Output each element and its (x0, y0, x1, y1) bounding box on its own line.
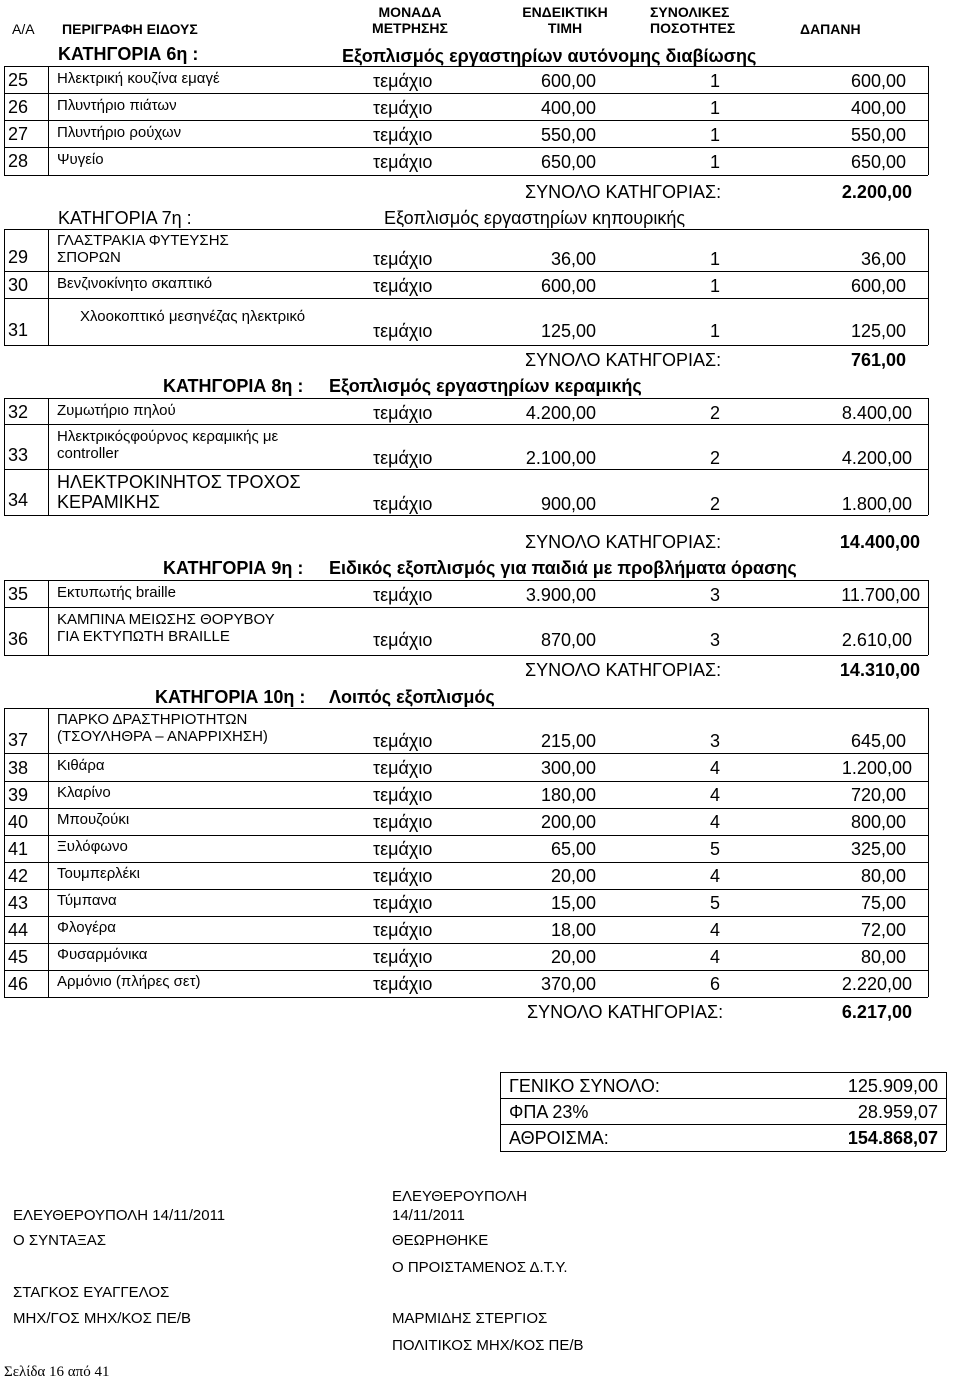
category-9-label: ΚΑΤΗΓΟΡΙΑ 9η : (163, 558, 304, 578)
vat-value: 28.959,07 (857, 1102, 938, 1122)
header-price: ΕΝΔΕΙΚΤΙΚΗ ΤΙΜΗ (522, 4, 608, 36)
category-8-label: ΚΑΤΗΓΟΡΙΑ 8η : (163, 376, 304, 396)
category-6-sum: 2.200,00 (841, 182, 912, 202)
general-total-value: 125.909,00 (847, 1076, 938, 1096)
footer-right-role: ΘΕΩΡΗΘΗΚΕ (392, 1232, 489, 1249)
category-10-sum: 6.217,00 (841, 1002, 912, 1022)
category-6-title: Εξοπλισμός εργαστηρίων αυτόνομης διαβίωσης (342, 46, 757, 66)
category-6-label: ΚΑΤΗΓΟΡΙΑ 6η : (58, 44, 199, 64)
header-description: ΠΕΡΙΓΡΑΦΗ ΕΙΔΟΥΣ (62, 21, 198, 37)
category-8-sum: 14.400,00 (839, 532, 920, 552)
footer-left-title: ΜΗΧ/ΓΟΣ ΜΗΧ/ΚΟΣ ΠΕ/Β (13, 1310, 192, 1327)
footer-left-name: ΣΤΑΓΚΟΣ ΕΥΑΓΓΕΛΟΣ (13, 1284, 170, 1301)
category-sum-label: ΣΥΝΟΛΟ ΚΑΤΗΓΟΡΙΑΣ: (525, 660, 722, 680)
vat-label: ΦΠΑ 23% (509, 1102, 589, 1122)
footer-right-title: ΠΟΛΙΤΙΚΟΣ ΜΗΧ/ΚΟΣ ΠΕ/Β (392, 1337, 584, 1354)
page-number: Σελίδα 16 από 41 (4, 1364, 110, 1380)
footer-right-date: 14/11/2011 (392, 1207, 465, 1224)
sum-label: ΑΘΡΟΙΣΜΑ: (509, 1128, 609, 1148)
header-cost: ΔΑΠΑΝΗ (800, 21, 861, 37)
category-7-sum: 761,00 (850, 350, 906, 370)
category-8-title: Εξοπλισμός εργαστηρίων κεραμικής (329, 376, 642, 396)
category-10-title: Λοιπός εξοπλισμός (329, 687, 495, 707)
header-quantity: ΣΥΝΟΛΙΚΕΣ ΠΟΣΟΤΗΤΕΣ (650, 4, 736, 36)
general-total-label: ΓΕΝΙΚΟ ΣΥΝΟΛΟ: (509, 1076, 660, 1096)
category-sum-label: ΣΥΝΟΛΟ ΚΑΤΗΓΟΡΙΑΣ: (525, 532, 722, 552)
category-9-sum: 14.310,00 (839, 660, 920, 680)
category-sum-label: ΣΥΝΟΛΟ ΚΑΤΗΓΟΡΙΑΣ: (525, 350, 722, 370)
category-7-title: Εξοπλισμός εργαστηρίων κηπουρικής (384, 208, 686, 228)
category-10-label: ΚΑΤΗΓΟΡΙΑ 10η : (155, 687, 306, 707)
header-aa: Α/Α (12, 21, 35, 37)
footer-right-office: Ο ΠΡΟΙΣΤΑΜΕΝΟΣ Δ.Τ.Υ. (392, 1259, 568, 1276)
category-9-title: Ειδικός εξοπλισμός για παιδιά με προβλήματα όρασης (329, 558, 797, 578)
header-unit: ΜΟΝΑΔΑ ΜΕΤΡΗΣΗΣ (372, 4, 448, 36)
sum-value: 154.868,07 (847, 1128, 938, 1148)
category-sum-label: ΣΥΝΟΛΟ ΚΑΤΗΓΟΡΙΑΣ: (527, 1002, 724, 1022)
footer-left-role: Ο ΣΥΝΤΑΞΑΣ (13, 1232, 107, 1249)
category-7-label: ΚΑΤΗΓΟΡΙΑ 7η : (58, 208, 192, 228)
category-sum-label: ΣΥΝΟΛΟ ΚΑΤΗΓΟΡΙΑΣ: (525, 182, 722, 202)
footer-right-name: ΜΑΡΜΙΔΗΣ ΣΤΕΡΓΙΟΣ (392, 1310, 548, 1327)
footer-right-place: ΕΛΕΥΘΕΡΟΥΠΟΛΗ (392, 1188, 528, 1205)
footer-left-place-date: ΕΛΕΥΘΕΡΟΥΠΟΛΗ 14/11/2011 (13, 1207, 226, 1224)
